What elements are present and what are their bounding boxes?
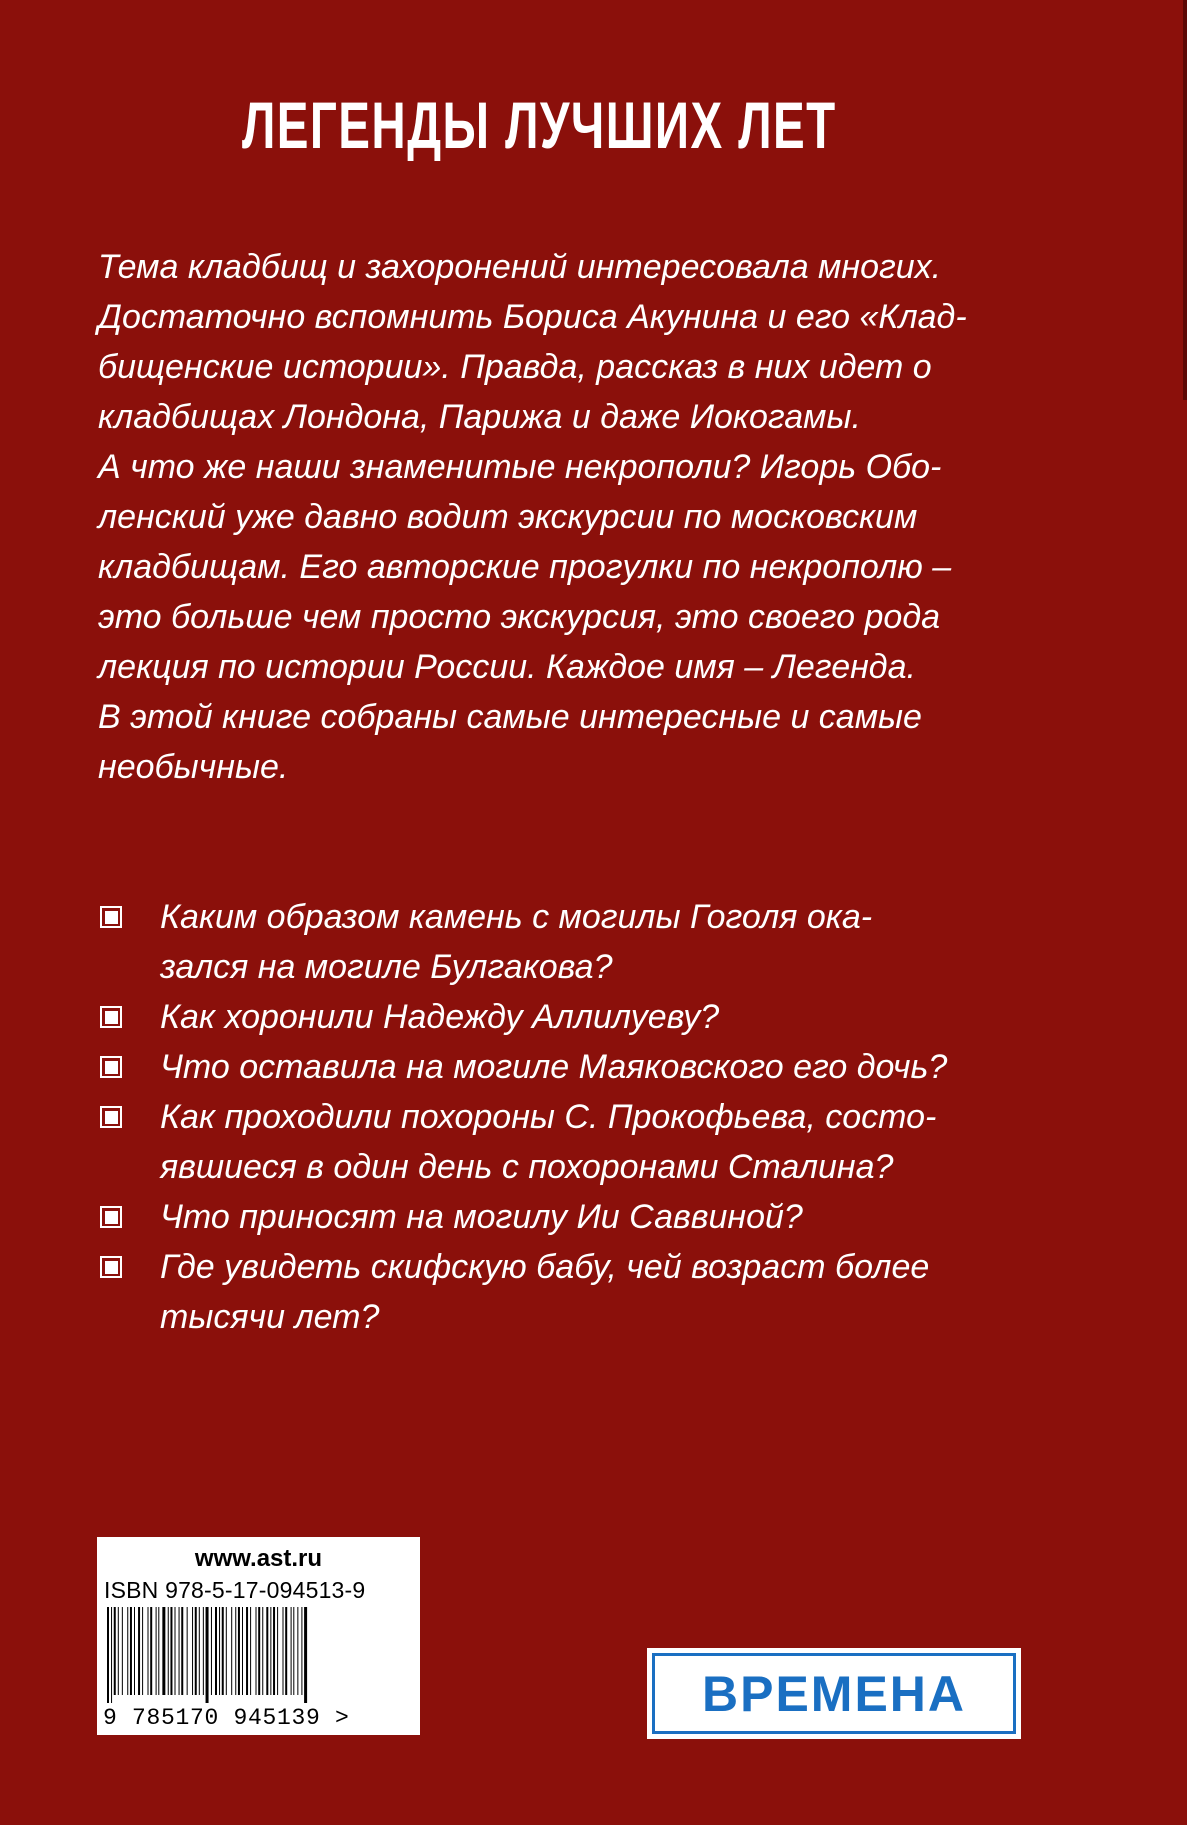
question-line: Что оставила на могиле Маяковского его дочь? xyxy=(160,1048,948,1086)
checkbox-icon xyxy=(100,1206,122,1228)
barcode-digits: 9 785170 945139 > xyxy=(103,1705,350,1731)
question-item xyxy=(98,992,1078,1042)
question-item xyxy=(98,1042,1078,1092)
question-line: Как хоронили Надежду Аллилуеву? xyxy=(160,998,720,1036)
description-line: кладбищам. Его авторские прогулки по некрополю – xyxy=(98,548,952,586)
book-description xyxy=(98,242,1058,792)
description-line: бищенские истории». Правда, рассказ в них идет о xyxy=(98,348,932,386)
checkbox-icon xyxy=(100,1256,122,1278)
checkbox-icon xyxy=(100,906,122,928)
description-line: это больше чем просто экскурсия, это своего рода xyxy=(98,598,941,636)
question-item xyxy=(98,1092,1078,1192)
series-title: ЛЕГЕНДЫ ЛУЧШИХ ЛЕТ xyxy=(242,88,837,162)
question-item xyxy=(98,1242,1078,1342)
isbn-number: ISBN 978-5-17-094513-9 xyxy=(104,1577,366,1603)
description-line: лекция по истории России. Каждое имя – Легенда. xyxy=(98,648,916,686)
question-item xyxy=(98,1192,1078,1242)
barcode-icon xyxy=(105,1607,412,1703)
description-line: ленский уже давно водит экскурсии по московским xyxy=(98,498,918,536)
question-line: Каким образом камень с могилы Гоголя ока- xyxy=(160,898,873,936)
description-line: кладбищах Лондона, Парижа и даже Иокогамы. xyxy=(98,398,861,436)
description-line: необычные. xyxy=(98,748,289,786)
checkbox-icon xyxy=(100,1056,122,1078)
checkbox-icon xyxy=(100,1006,122,1028)
question-line: Что приносят на могилу Ии Саввиной? xyxy=(160,1198,803,1236)
isbn-barcode-panel xyxy=(97,1537,420,1735)
question-item xyxy=(98,892,1078,992)
question-line: Как проходили похороны С. Прокофьева, состо- xyxy=(160,1098,937,1136)
question-line: Где увидеть скифскую бабу, чей возраст более xyxy=(160,1248,930,1286)
checkbox-icon xyxy=(100,1106,122,1128)
description-line: А что же наши знаменитые некрополи? Игорь Обо- xyxy=(98,448,942,486)
description-line: В этой книге собраны самые интересные и самые xyxy=(98,698,922,736)
description-line: Достаточно вспомнить Бориса Акунина и его «Клад- xyxy=(98,298,967,336)
cover-edge-shadow xyxy=(1183,0,1187,400)
publisher-site: www.ast.ru xyxy=(194,1545,323,1572)
description-line: Тема кладбищ и захоронений интересовала многих. xyxy=(98,248,942,286)
question-line: тысячи лет? xyxy=(160,1298,380,1336)
imprint-name: ВРЕМЕНА xyxy=(701,1665,967,1722)
question-list xyxy=(98,892,1078,1342)
question-line: зался на могиле Булгакова? xyxy=(160,948,613,986)
imprint-logo xyxy=(647,1648,1021,1739)
question-line: явшиеся в один день с похоронами Сталина? xyxy=(160,1148,894,1186)
